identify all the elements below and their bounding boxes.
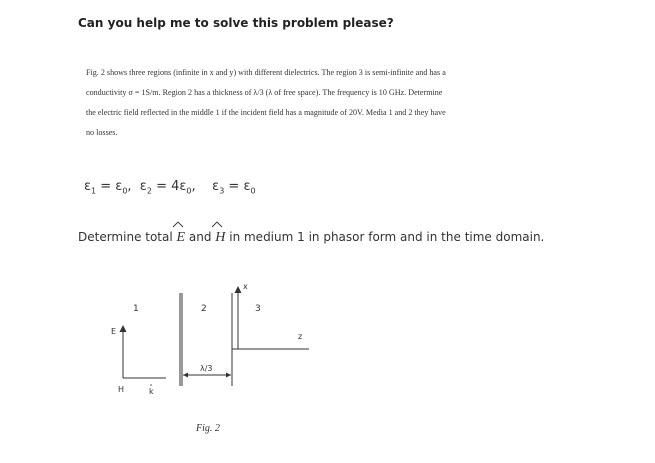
task-middle: and — [185, 230, 216, 244]
epsilon-3-value: = ε — [224, 179, 251, 194]
epsilon-3-value-subscript: 0 — [250, 186, 256, 196]
thickness-arrow-left — [183, 373, 188, 378]
epsilon-2-value: = 4ε — [151, 179, 187, 194]
thickness-arrow-right — [226, 373, 231, 378]
question-title: Can you help me to solve this problem please? — [78, 16, 394, 30]
epsilon-1-value-subscript: 0 — [122, 186, 128, 196]
epsilon-2-value-subscript: 0 — [186, 186, 192, 196]
e-hat-mark — [173, 222, 183, 227]
h-hat-symbol: H — [215, 230, 226, 245]
epsilon-1-value: = ε — [96, 179, 123, 194]
e-field-label: E — [111, 327, 117, 336]
epsilon-1-symbol: ε — [84, 179, 92, 194]
task-prefix: Determine total — [78, 230, 177, 244]
thickness-label: λ/3 — [200, 364, 213, 373]
x-axis-label: x — [243, 282, 248, 291]
task-suffix: in medium 1 in phasor form and in the time domain. — [225, 230, 545, 244]
epsilon-1-subscript: 1 — [91, 186, 97, 196]
region-3-label: 3 — [255, 304, 261, 314]
figure-caption: Fig. 2 — [196, 423, 220, 434]
problem-line: no losses. — [86, 128, 118, 137]
problem-line: conductivity σ = 1S/m. Region 2 has a thickness of λ/3 (λ of free space). The frequency is 10 GHz. Determine — [86, 88, 443, 97]
x-axis-arrowhead — [235, 286, 242, 293]
e-hat-symbol: E — [176, 230, 186, 245]
problem-line: the electric field reflected in the middle 1 if the incident field has a magnitude of 20V. Media 1 and 2 they have — [86, 108, 446, 117]
epsilon-separator: , ε — [127, 179, 147, 194]
h-field-label: H — [118, 385, 125, 394]
e-field-arrowhead — [120, 325, 127, 332]
epsilon-separator: , ε — [191, 179, 220, 194]
epsilon-2-subscript: 2 — [146, 186, 152, 196]
epsilon-3-subscript: 3 — [219, 186, 225, 196]
region-2-label: 2 — [201, 304, 207, 314]
problem-line: Fig. 2 shows three regions (infinite in x and y) with different dielectrics. The region 3 is semi-infinite and has a — [86, 68, 446, 77]
region-1-label: 1 — [133, 304, 139, 314]
h-hat-mark — [212, 222, 222, 227]
k-vector-label: k — [149, 387, 154, 396]
z-axis-label: z — [298, 332, 303, 341]
